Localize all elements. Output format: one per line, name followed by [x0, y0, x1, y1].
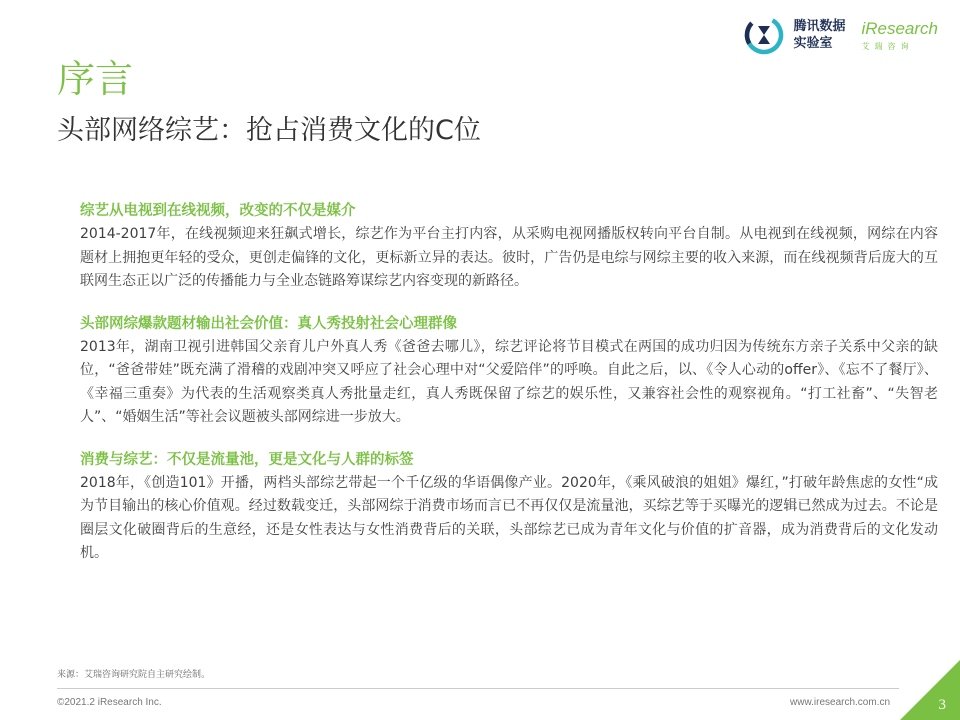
section-body: 2013年，湖南卫视引进韩国父亲育儿户外真人秀《爸爸去哪儿》，综艺评论将节目模式在两国的成功归因为传统东方亲子关系中父亲的缺位，“爸爸带娃”既充满了滑稽的戏剧冲突又呼应了社会心理中对“父爱陪伴”的呼唤。自此之后，以、《令人心动的offer》、《忘不了餐厅》、《幸福三重奏》为代表的生活观察类真人秀批量走红，真人秀既保留了综艺的娱乐性，又兼容社会性的观察视角。“打工社畜”、“失智老人”、“婚姻生活”等社会议题被头部网综进一步放大。	[80, 338, 938, 425]
page-number: 3	[938, 697, 946, 713]
hourglass-logo-icon	[743, 14, 785, 56]
tencent-logo-line-1: 腾讯数据	[793, 19, 846, 34]
section-consumption-culture	[80, 449, 938, 566]
iresearch-logo-subtext: 艾瑞咨询	[861, 41, 914, 51]
website-url: www.iresearch.com.cn	[790, 697, 891, 708]
logo-group	[743, 14, 938, 56]
page-subtitle: 头部网络综艺：抢占消费文化的C位	[57, 115, 481, 146]
page-title: 序言	[57, 57, 134, 101]
section-heading: 综艺从电视到在线视频，改变的不仅是媒介	[80, 203, 356, 219]
copyright: ©2021.2 iResearch Inc.	[57, 697, 162, 708]
section-body: 2014-2017年，在线视频迎来狂飙式增长，综艺作为平台主打内容，从采购电视网播版权转向平台自制。从电视到在线视频，网综在内容题材上拥抱更年轻的受众，更创走偏锋的文化，更标新立异的表达。彼时，广告仍是电综与网综主要的收入来源，而在线视频背后庞大的互联网生态正以广泛的传播能力与全业态链路筹谋综艺内容变现的新路径。	[80, 226, 938, 289]
corner-triangle-icon	[900, 660, 960, 720]
section-heading: 消费与综艺：不仅是流量池，更是文化与人群的标签	[80, 451, 414, 468]
section-social-value	[80, 313, 938, 430]
section-body: 2018年，《创造101》开播，两档头部综艺带起一个千亿级的华语偶像产业。2020年，《乘风破浪的姐姐》爆红，”打破年龄焦虑的女性“成为节目输出的核心价值观。经过数载变迁，头部网综于消费市场而言已不再仅仅是流量池，买综艺等于买曝光的逻辑已然成为过去。不论是圈层文化破圈背后的生意经，还是女性表达与女性消费背后的关联，头部综艺已成为青年文化与价值的扩音器，成为消费背后的文化发动机。	[80, 474, 938, 561]
tencent-data-lab-logo	[743, 14, 845, 56]
section-heading: 头部网综爆款题材输出社会价值：真人秀投射社会心理群像	[80, 315, 457, 332]
tencent-logo-line-2: 实验室	[793, 36, 833, 51]
footer-divider	[57, 688, 899, 689]
content-body	[80, 200, 938, 585]
iresearch-logo	[861, 19, 938, 52]
section-media-shift	[80, 200, 938, 294]
source-note: 来源：艾瑞咨询研究院自主研究绘制。	[57, 670, 211, 680]
iresearch-logo-text: iResearch	[861, 18, 938, 38]
